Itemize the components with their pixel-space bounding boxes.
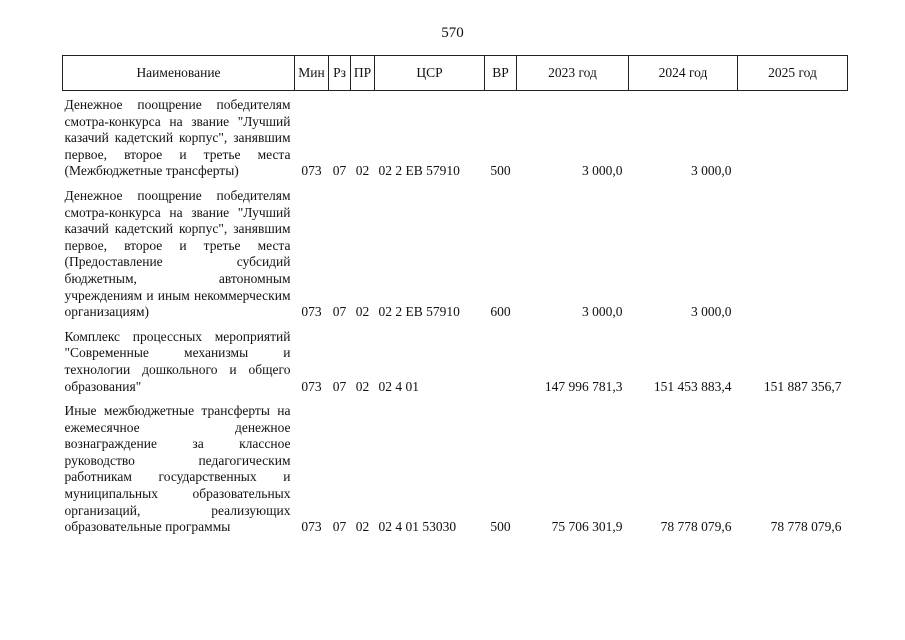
row-2023: 75 706 301,9 bbox=[551, 519, 623, 535]
row-csr: 02 2 EB 57910 bbox=[378, 163, 460, 179]
row-pr: 02 bbox=[355, 304, 370, 320]
row-min: 073 bbox=[301, 519, 322, 535]
row-2025: 78 778 079,6 bbox=[770, 519, 842, 535]
page-number: 570 bbox=[441, 25, 464, 41]
row-2025: 151 887 356,7 bbox=[763, 378, 842, 394]
table-row bbox=[63, 180, 848, 321]
budget-table bbox=[62, 55, 848, 536]
row-csr: 02 2 EB 57910 bbox=[378, 304, 460, 320]
row-name: Денежное поощрение победителям смотра-конкурса на звание "Лучший казачий кадетский корпус", занявшим первое, второе и третье места (Межбюджетные трансферты) bbox=[64, 97, 291, 179]
row-rz: 07 bbox=[332, 378, 347, 394]
header-rz: Рз bbox=[329, 56, 351, 91]
row-2023: 147 996 781,3 bbox=[544, 378, 623, 394]
table-header-row bbox=[63, 56, 848, 91]
header-vr: ВР bbox=[485, 56, 517, 91]
header-pr: ПР bbox=[351, 56, 375, 91]
header-2023: 2023 год bbox=[517, 56, 629, 91]
header-2024: 2024 год bbox=[629, 56, 738, 91]
row-pr: 02 bbox=[355, 378, 370, 394]
row-pr: 02 bbox=[355, 163, 370, 179]
header-2025: 2025 год bbox=[738, 56, 848, 91]
row-vr: 500 bbox=[490, 163, 511, 179]
row-csr: 02 4 01 53030 bbox=[378, 519, 457, 535]
row-name: Иные межбюджетные трансферты на ежемесячное денежное вознаграждение за классное руководство педагогическим работникам государственных и муниципальных образовательных организаций, реализующих образовательные программы bbox=[64, 403, 291, 535]
row-csr: 02 4 01 bbox=[378, 378, 419, 394]
row-2024: 78 778 079,6 bbox=[660, 519, 732, 535]
table-row bbox=[63, 321, 848, 395]
table-row bbox=[63, 91, 848, 180]
row-2024: 3 000,0 bbox=[691, 304, 732, 320]
row-name: Денежное поощрение победителям смотра-конкурса на звание "Лучший казачий кадетский корпус", занявшим первое, второе и третье места (Предоставление субсидий бюджетным, автономным учреждениям и иным некоммерческим организациям) bbox=[64, 187, 291, 320]
row-rz: 07 bbox=[332, 304, 347, 320]
row-2023: 3 000,0 bbox=[582, 163, 623, 179]
row-2025 bbox=[738, 91, 848, 180]
row-2023: 3 000,0 bbox=[582, 304, 623, 320]
row-min: 073 bbox=[301, 378, 322, 394]
row-vr: 500 bbox=[490, 519, 511, 535]
row-rz: 07 bbox=[332, 519, 347, 535]
row-vr bbox=[485, 321, 517, 395]
row-min: 073 bbox=[301, 163, 322, 179]
table-row bbox=[63, 395, 848, 536]
header-name: Наименование bbox=[63, 56, 295, 91]
row-rz: 07 bbox=[332, 163, 347, 179]
row-pr: 02 bbox=[355, 519, 370, 535]
row-2025 bbox=[738, 180, 848, 321]
row-vr: 600 bbox=[490, 304, 511, 320]
row-2024: 3 000,0 bbox=[691, 163, 732, 179]
row-name: Комплекс процессных мероприятий "Современные механизмы и технологии дошкольного и общего образования" bbox=[64, 328, 291, 394]
row-2024: 151 453 883,4 bbox=[653, 378, 732, 394]
header-csr: ЦСР bbox=[375, 56, 485, 91]
header-min: Мин bbox=[295, 56, 329, 91]
row-min: 073 bbox=[301, 304, 322, 320]
